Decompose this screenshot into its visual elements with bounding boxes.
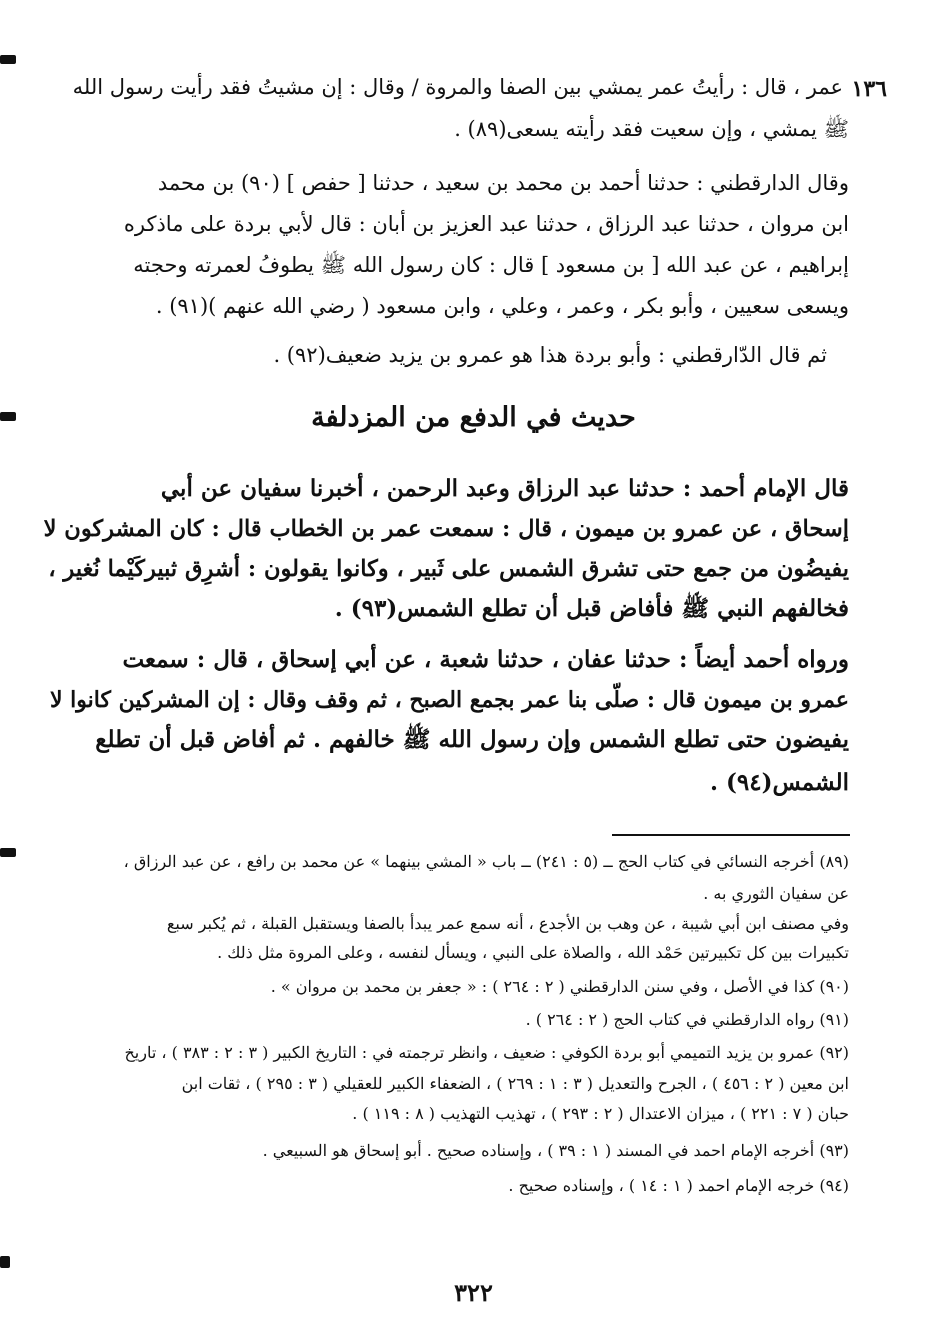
footnote-line: (٩٢) عمرو بن يزيد التميمي أبو بردة الكوفي : ضعيف ، وانظر ترجمته في : التاريخ الكبير ( ٣ : ٢ : ٣٨٣ ) ، تاريخ: [124, 1043, 849, 1062]
text-line: ويسعى سعيين ، وأبو بكر ، وعمر ، وعلي ، وابن مسعود ( رضي الله عنهم )(٩١) .: [155, 294, 849, 318]
section-heading: حديث في الدفع من المزدلفة: [311, 402, 636, 433]
text-line: قال الإمام أحمد : حدثنا عبد الرزاق وعبد الرحمن ، أخبرنا سفيان عن أبي: [160, 475, 849, 502]
text-line: يفيضُون من جمع حتى تشرق الشمس على ثَبير ، وكانوا يقولون : أشرِق ثبيركَيْما نُغير ،: [48, 556, 849, 582]
footnote-line: (٨٩) أخرجه النسائي في كتاب الحج ــ (٥ : ٢٤١) ــ باب « المشي بينهما » عن محمد بن رافع ، عن عبد الرزاق ،: [123, 852, 849, 871]
text-line: ابن مروان ، حدثنا عبد الرزاق ، حدثنا عبد العزيز بن أبان : قال لأبي بردة على ماذكره: [123, 212, 849, 236]
text-line: عمر ، قال : رأيتُ عمر يمشي بين الصفا والمروة / وقال : إن مشيتُ فقد رأيت رسول الله: [72, 75, 843, 99]
footnote-line: (٩٣) أخرجه الإمام احمد في المسند ( ١ : ٣٩ ) ، وإسناده صحيح . أبو إسحاق هو السبيعي .: [262, 1141, 849, 1160]
scan-edge-mark: [0, 55, 16, 64]
footnote-line: عن سفيان الثوري به .: [703, 884, 849, 903]
text-line: الشمس(٩٤) .: [709, 769, 849, 796]
footnote-line: (٩٠) كذا في الأصل ، وفي سنن الدارقطني ( ٢ : ٢٦٤ ) : « جعفر بن محمد بن مروان » .: [270, 977, 849, 996]
text-line: إبراهيم ، عن عبد الله [ بن مسعود ] قال : كان رسول الله ﷺ يطوفُ لعمرته وحجته: [133, 253, 849, 277]
footnote-line: وفي مصنف ابن أبي شيبة ، عن وهب بن الأجدع ، أنه سمع عمر يبدأ بالصفا ويستقبل القبلة ، ثم يُكبر سبع: [166, 914, 849, 933]
footnote-line: (٩٤) خرجه الإمام احمد ( ١ : ١٤ ) ، وإسناده صحيح .: [508, 1176, 849, 1195]
margin-page-reference: ١٣٦: [851, 76, 887, 102]
scan-edge-mark: [0, 1256, 10, 1268]
text-line: فخالفهم النبي ﷺ فأفاض قبل أن تطلع الشمس(٩٣) .: [334, 595, 849, 622]
footnote-line: حبان ( ٧ : ٢٢١ ) ، ميزان الاعتدال ( ٢ : ٢٩٣ ) ، تهذيب التهذيب ( ٨ : ١١٩ ) .: [352, 1104, 849, 1123]
footnote-line: تكبيرات بين كل تكبيرتين حَمْد الله ، والصلاة على النبي ، ويسأل لنفسه ، وعلى المروة مثل ذلك .: [217, 943, 849, 962]
page-number: ٣٢٢: [454, 1278, 493, 1307]
footnote-line: ابن معين ( ٢ : ٤٥٦ ) ، الجرح والتعديل ( ٣ : ١ : ٢٦٩ ) ، الضعفاء الكبير للعقيلي ( ٣ : ٢٩٥ ) ، ثقات ابن: [181, 1074, 849, 1093]
text-line: عمرو بن ميمون قال : صلّى بنا عمر بجمع الصبح ، ثم وقف وقال : إن المشركين كانوا لا: [49, 687, 849, 713]
text-line: ﷺ يمشي ، وإن سعيت فقد رأيته يسعى(٨٩) .: [454, 117, 849, 141]
text-line: يفيضون حتى تطلع الشمس وإن رسول الله ﷺ خالفهم . ثم أفاض قبل أن تطلع: [95, 726, 849, 753]
text-line: ورواه أحمد أيضاً : حدثنا عفان ، حدثنا شعبة ، عن أبي إسحاق ، قال : سمعت: [122, 646, 849, 673]
scan-edge-mark: [0, 848, 16, 857]
footnote-line: (٩١) رواه الدارقطني في كتاب الحج ( ٢ : ٢٦٤ ) .: [525, 1010, 849, 1029]
text-line: ثم قال الدّارقطني : وأبو بردة هذا هو عمرو بن يزيد ضعيف(٩٢) .: [273, 343, 827, 367]
footnote-separator: [612, 834, 850, 836]
text-line: إسحاق ، عن عمرو بن ميمون ، قال : سمعت عمر بن الخطاب قال : كان المشركون لا: [43, 516, 849, 542]
text-line: وقال الدارقطني : حدثنا أحمد بن محمد بن سعيد ، حدثنا [ حفص ] (٩٠) بن محمد: [157, 171, 849, 195]
